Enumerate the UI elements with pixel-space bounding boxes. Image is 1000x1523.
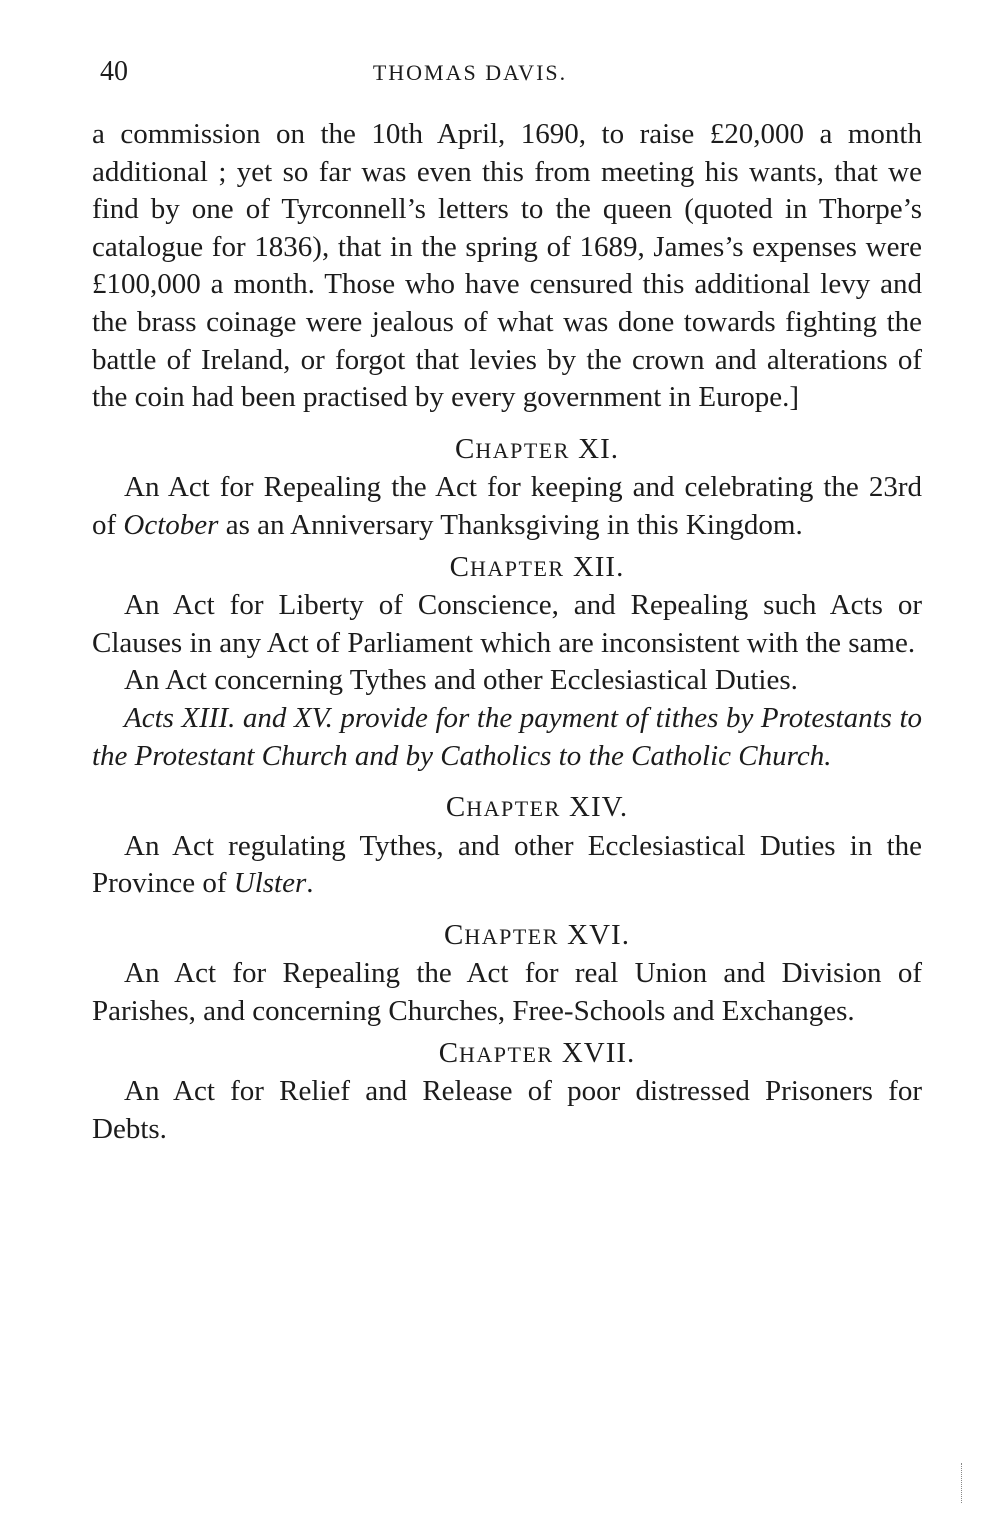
chapter-xiv-heading <box>92 789 922 828</box>
chapter-xvi-text: An Act for Repealing the Act for real Union and Division of Parishes, and concerning Churches, Free-Schools and Exchanges. <box>92 957 922 1028</box>
chapter-word-rest: HAPTER <box>475 437 570 463</box>
page-number: 40 <box>100 56 128 87</box>
chapter-word-initial: C <box>454 432 476 465</box>
chapter-xi-heading <box>92 431 922 470</box>
intro-paragraph: a commission on the 10th April, 1690, to raise £20,000 a month additional ; yet so far was even this from meeting his wants, that we find by one of Tyrconnell’s letters to the queen (quoted in Thorpe’s catalogue for 1836), that in the spring of 1689, James’s expenses were £100,000 a month. Those who have censured this additional levy and the brass coinage were jealous of what was done towards fighting the battle of Ireland, or forgot that levies by the crown and alterations of the coin had been practised by every government in Europe.] <box>92 118 922 414</box>
chapter-numeral: XIV. <box>569 791 629 824</box>
body-text <box>92 116 922 1148</box>
chapter-word-rest: HAPTER <box>466 796 561 822</box>
margin-mark <box>961 1463 970 1503</box>
chapter-xii-heading <box>92 549 922 588</box>
chapter-numeral: XII. <box>572 550 625 583</box>
chapter-xiv-text <box>92 828 922 903</box>
chapter-word-initial: C <box>449 550 470 583</box>
text-part: An Act for Repealing the Act for keeping and celebrating the 23rd of <box>92 471 922 541</box>
chapter-numeral: XVII. <box>561 1036 636 1069</box>
chapter-word-initial: C <box>445 791 467 824</box>
chapter-xvii-text: An Act for Relief and Release of poor distressed Prisoners for Debts. <box>92 1075 922 1145</box>
chapter-word-initial: C <box>438 1036 460 1069</box>
chapter-word-rest: HAPTER <box>470 555 565 581</box>
text-part: as an Anniversary Thanksgiving in this Kingdom. <box>218 508 803 541</box>
text-part: An Act regulating Tythes, and other Ecclesiastical Duties in the Province of <box>92 829 922 900</box>
chapter-xvii-heading <box>92 1035 922 1074</box>
chapter-xii-note: Acts XIII. and XV. provide for the payment of tithes by Protestants to the Protestant Church and by Catholics to the Catholic Church. <box>92 701 922 772</box>
chapter-xvi-heading <box>92 917 922 956</box>
running-title: THOMAS DAVIS. <box>372 60 568 85</box>
chapter-word-initial: C <box>444 918 465 951</box>
chapter-word-rest: HAPTER <box>464 923 559 949</box>
chapter-numeral: XVI. <box>567 918 630 951</box>
running-head <box>100 56 920 96</box>
chapter-numeral: XI. <box>578 432 619 465</box>
text-italic: Ulster <box>233 867 307 900</box>
chapter-xii-act-1: An Act for Liberty of Conscience, and Repealing such Acts or Clauses in any Act of Parliament which are inconsistent with the same. <box>92 589 922 659</box>
text-italic: October <box>123 508 219 541</box>
text-part: . <box>306 867 314 900</box>
chapter-xi-text <box>92 469 922 544</box>
chapter-word-rest: HAPTER <box>459 1041 554 1067</box>
chapter-xii-act-2: An Act concerning Tythes and other Ecclesiastical Duties. <box>124 664 798 697</box>
